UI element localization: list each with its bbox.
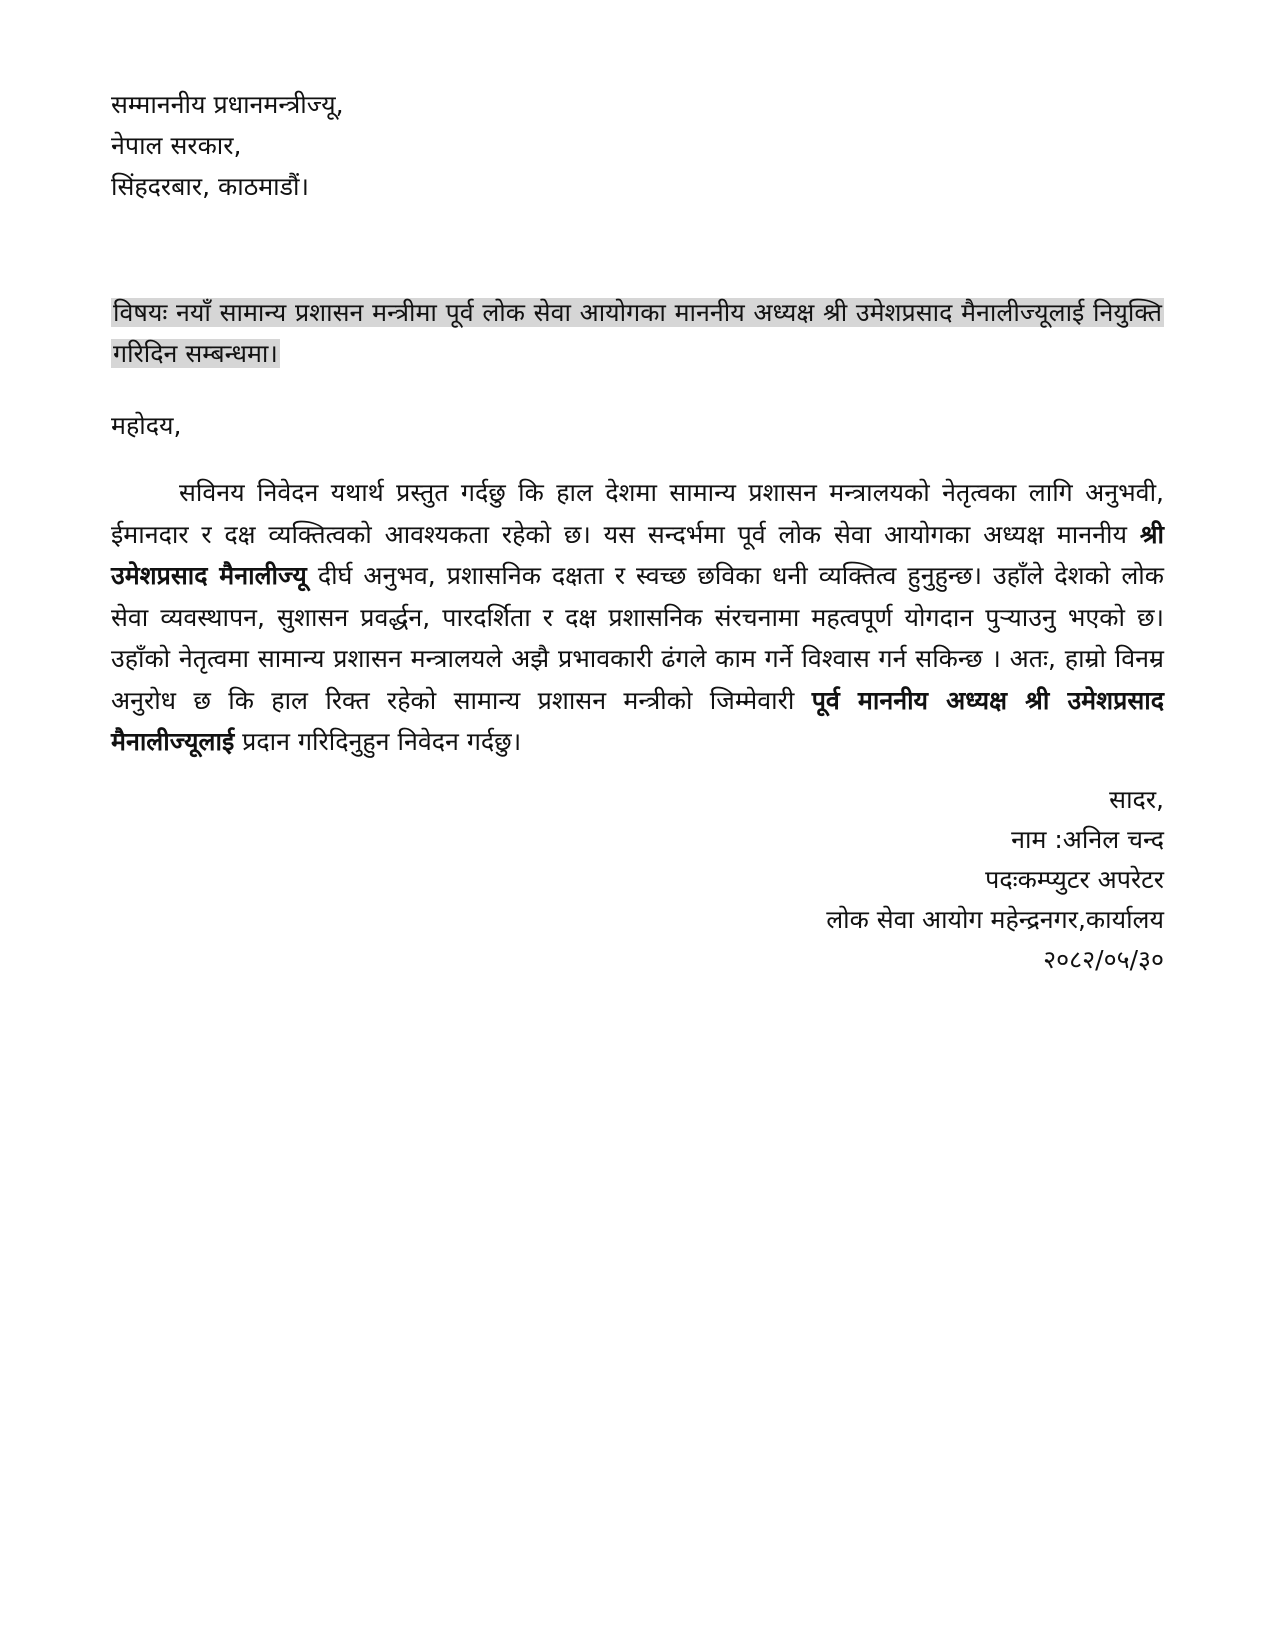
- body-text-2: दीर्घ अनुभव, प्रशासनिक दक्षता र स्वच्छ छविका धनी व्यक्तित्व हुनुहुन्छ। उहाँले देशको लोक सेवा व्यवस्थापन, सुशासन प्रवर्द्धन, पारदर्शिता र दक्ष प्रशासनिक संरचनामा महत्वपूर्ण योगदान पुऱ्याउनु भएको छ। उहाँको नेतृत्वमा सामान्य प्रशासन मन्त्रालयले अझै प्रभावकारी ढंगले काम गर्ने विश्वास गर्न सकिन्छ । अतः, हाम्रो विनम्र अनुरोध छ कि हाल रिक्त रहेको सामान्य प्रशासन मन्त्रीको जिम्मेवारी: [111, 561, 1164, 715]
- recipient-line-title: सम्माननीय प्रधानमन्त्रीज्यू,: [111, 90, 344, 119]
- salutation: महोदय,: [111, 411, 182, 440]
- sender-post: पदःकम्प्युटर अपरेटर: [985, 865, 1164, 894]
- subject-highlight: विषयः नयाँ सामान्य प्रशासन मन्त्रीमा पूर्व लोक सेवा आयोगका माननीय अध्यक्ष श्री उमेशप्रसाद मैनालीज्यूलाई नियुक्ति गरिदिन सम्बन्धमा।: [113, 298, 1162, 368]
- recipient-line-government: नेपाल सरकार,: [111, 131, 242, 160]
- recipient-line-location: सिंहदरबार, काठमाडौं।: [111, 172, 309, 201]
- recipient-address: [111, 84, 1164, 207]
- body-bold-name-1: श्री उमेशप्रसाद मैनालीज्यू: [111, 519, 1164, 590]
- sender-office: लोक सेवा आयोग महेन्द्रनगर,कार्यालय: [826, 905, 1164, 934]
- closing-text: सादर,: [1109, 785, 1164, 814]
- sender-name: नाम :अनिल चन्द: [1011, 825, 1164, 854]
- letter-date: २०८२/०५/३०: [1043, 945, 1164, 974]
- subject-line: [111, 292, 1164, 374]
- body-paragraph: [111, 472, 1164, 763]
- signature-block: [564, 780, 1164, 980]
- body-bold-name-2: पूर्व माननीय अध्यक्ष श्री उमेशप्रसाद मैनालीज्यूलाई: [111, 685, 1164, 756]
- body-text-3: प्रदान गरिदिनुहुन निवेदन गर्दछु।: [234, 727, 522, 756]
- body-text-1: सविनय निवेदन यथार्थ प्रस्तुत गर्दछु कि हाल देशमा सामान्य प्रशासन मन्त्रालयको नेतृत्वका लागि अनुभवी, ईमानदार र दक्ष व्यक्तित्वको आवश्यकता रहेको छ। यस सन्दर्भमा पूर्व लोक सेवा आयोगका अध्यक्ष माननीय: [111, 478, 1164, 549]
